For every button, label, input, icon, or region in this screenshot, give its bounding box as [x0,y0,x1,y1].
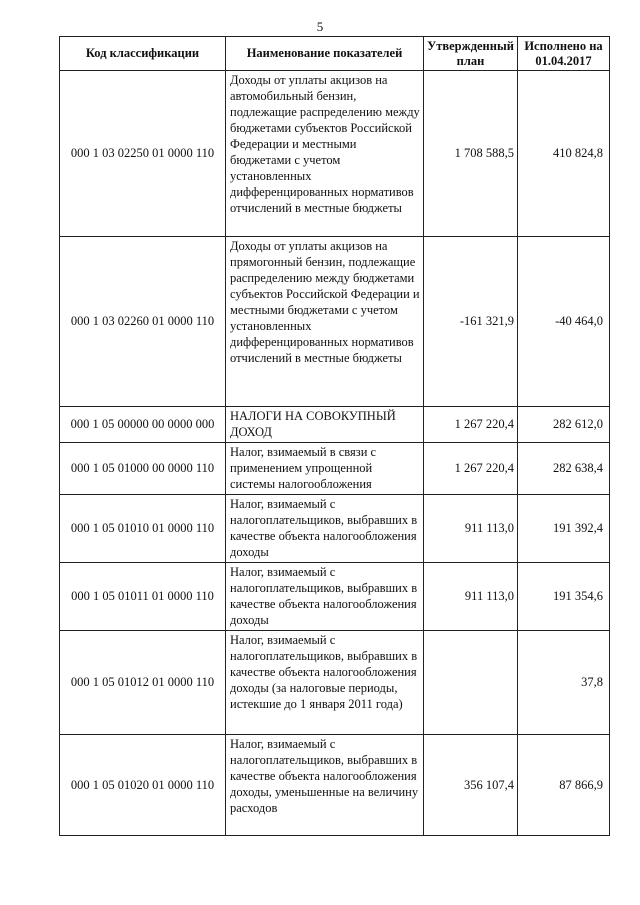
row-name: Налог, взимаемый с налогоплательщиков, выбравших в качестве объекта налогообложения доходы (за налоговые периоды, истекшие до 1 января 2011 года) [226,631,424,735]
row-plan: 911 113,0 [424,495,518,563]
row-name: Налог, взимаемый с налогоплательщиков, выбравших в качестве объекта налогообложения доходы [226,495,424,563]
row-executed: 282 612,0 [518,407,610,443]
budget-table [59,36,610,836]
row-name: Налог, взимаемый с налогоплательщиков, выбравших в качестве объекта налогообложения доходы, уменьшенные на величину расходов [226,735,424,836]
row-executed: 410 824,8 [518,71,610,237]
header-code: Код классификации [60,37,226,71]
row-name: НАЛОГИ НА СОВОКУПНЫЙ ДОХОД [226,407,424,443]
table-row [60,735,610,836]
row-executed: 191 392,4 [518,495,610,563]
row-plan [424,631,518,735]
row-plan: 1 708 588,5 [424,71,518,237]
row-code: 000 1 05 01011 01 0000 110 [60,563,226,631]
row-name: Доходы от уплаты акцизов на автомобильный бензин, подлежащие распределению между бюджетами субъектов Российской Федерации и местными бюджетами с учетом установленных дифференцированных нормативов отчислений в местные бюджеты [226,71,424,237]
table-row [60,631,610,735]
table-row [60,563,610,631]
row-code: 000 1 05 01000 00 0000 110 [60,443,226,495]
row-plan: -161 321,9 [424,237,518,407]
row-code: 000 1 03 02250 01 0000 110 [60,71,226,237]
row-code: 000 1 03 02260 01 0000 110 [60,237,226,407]
table-row [60,495,610,563]
row-code: 000 1 05 01012 01 0000 110 [60,631,226,735]
table-row [60,237,610,407]
row-plan: 1 267 220,4 [424,407,518,443]
row-executed: 191 354,6 [518,563,610,631]
row-name: Налог, взимаемый в связи с применением упрощенной системы налогообложения [226,443,424,495]
header-name: Наименование показателей [226,37,424,71]
table-header-row [60,37,610,71]
header-plan: Утвержденный план [424,37,518,71]
row-executed: 282 638,4 [518,443,610,495]
row-plan: 1 267 220,4 [424,443,518,495]
row-executed: 87 866,9 [518,735,610,836]
page-number: 5 [316,19,324,34]
table-row [60,443,610,495]
row-executed: -40 464,0 [518,237,610,407]
row-name: Доходы от уплаты акцизов на прямогонный бензин, подлежащие распределению между бюджетами субъектов Российской Федерации и местными бюджетами с учетом установленных дифференцированных нормативов отчислений в местные бюджеты [226,237,424,407]
row-executed: 37,8 [518,631,610,735]
row-code: 000 1 05 00000 00 0000 000 [60,407,226,443]
row-code: 000 1 05 01010 01 0000 110 [60,495,226,563]
row-plan: 911 113,0 [424,563,518,631]
row-code: 000 1 05 01020 01 0000 110 [60,735,226,836]
table-row [60,71,610,237]
table-row [60,407,610,443]
row-name: Налог, взимаемый с налогоплательщиков, выбравших в качестве объекта налогообложения доходы [226,563,424,631]
header-executed: Исполнено на 01.04.2017 [518,37,610,71]
row-plan: 356 107,4 [424,735,518,836]
